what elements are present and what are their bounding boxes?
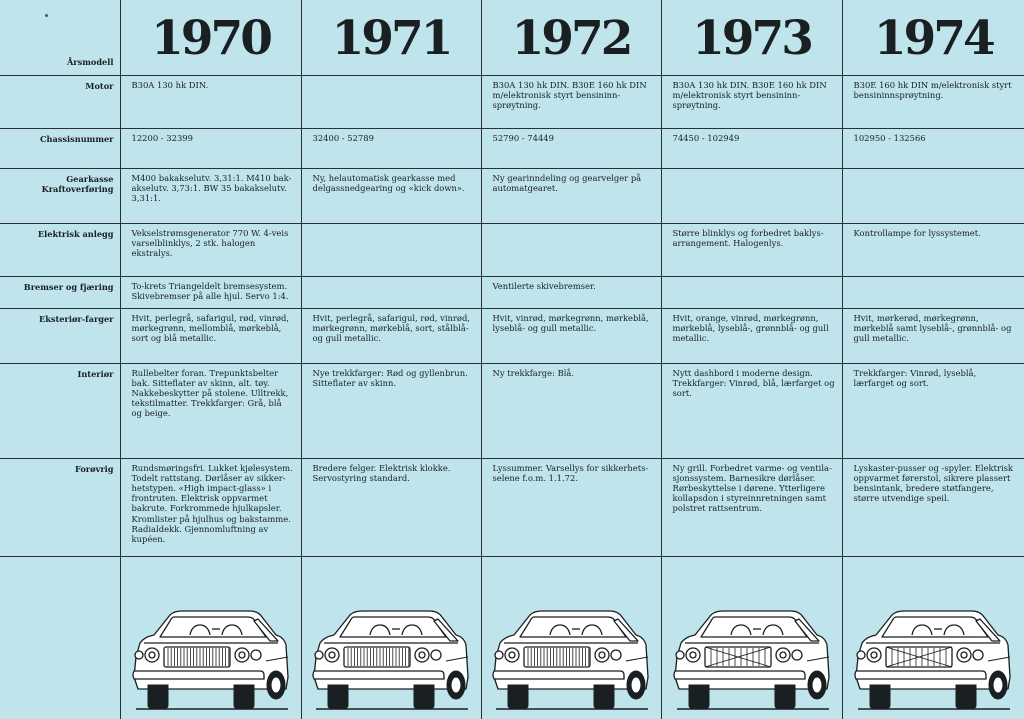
row-label-motor: Motor bbox=[0, 75, 120, 128]
cell-gearkasse-1972: Ny gearinndeling og gearvelger på automatgearet. bbox=[481, 168, 661, 223]
cell-interior-1973: Nytt dashbord i moderne design. Trekkfarger: Vinrød, blå, lærfarget og sort. bbox=[661, 363, 842, 458]
cell-gearkasse-1973 bbox=[661, 168, 842, 223]
row-elektrisk bbox=[0, 223, 1024, 276]
cell-bremser-1971 bbox=[301, 276, 481, 308]
row-label-elektrisk: Elektrisk anlegg bbox=[0, 223, 120, 276]
car-cell-1974 bbox=[842, 556, 1024, 719]
cell-chassis-1972: 52790 - 74449 bbox=[481, 128, 661, 168]
row-interior bbox=[0, 363, 1024, 458]
row-label-forovrig: Forøvrig bbox=[0, 458, 120, 556]
cell-interior-1974: Trekkfarger: Vinrød, lyseblå, lærfarget og sort. bbox=[842, 363, 1024, 458]
car-cell-1973 bbox=[661, 556, 842, 719]
cell-eksterior-1971: Hvit, perlegrå, safarigul, rød, vinrød, mørkegrønn, mørkeblå, sort, stålblå-og gull metallic. bbox=[301, 308, 481, 363]
cell-chassis-1973: 74450 - 102949 bbox=[661, 128, 842, 168]
cell-motor-1973: B30A 130 hk DIN. B30E 160 hk DIN m/elektronisk styrt bensininn-sprøytning. bbox=[661, 75, 842, 128]
row-bremser bbox=[0, 276, 1024, 308]
car-cell-1971 bbox=[301, 556, 481, 719]
cell-eksterior-1972: Hvit, vinrød, mørkegrønn, mørkeblå, lyseblå- og gull metallic. bbox=[481, 308, 661, 363]
cell-forovrig-1971: Bredere felger. Elektrisk klokke. Servostyring standard. bbox=[301, 458, 481, 556]
row-label-bremser: Bremser og fjæring bbox=[0, 276, 120, 308]
row-motor bbox=[0, 75, 1024, 128]
cell-bremser-1973 bbox=[661, 276, 842, 308]
cell-interior-1971: Nye trekkfarger: Rød og gyllenbrun. Sitteflater av skinn. bbox=[301, 363, 481, 458]
row-gearkasse bbox=[0, 168, 1024, 223]
cell-gearkasse-1970: M400 bakakselutv. 3,31:1. M410 bak-akselutv. 3,73:1. BW 35 bakakselutv. 3,31:1. bbox=[120, 168, 301, 223]
cell-forovrig-1973: Ny grill. Forbedret varme- og ventila-sjonssystem. Barnesikre dørlåser. Rørbeskyttelse i dørene. Ytterligere kollapsdon i styreinnretningen samt polstret rattsentrum. bbox=[661, 458, 842, 556]
cell-bremser-1972: Ventilerte skivebremser. bbox=[481, 276, 661, 308]
row-label-eksterior: Eksteriør-farger bbox=[0, 308, 120, 363]
cell-chassis-1974: 102950 - 132566 bbox=[842, 128, 1024, 168]
row-label-interior: Interiør bbox=[0, 363, 120, 458]
cell-gearkasse-1974 bbox=[842, 168, 1024, 223]
row-eksterior bbox=[0, 308, 1024, 363]
cell-motor-1971 bbox=[301, 75, 481, 128]
cell-forovrig-1972: Lyssummer. Varsellys for sikkerhets-selene f.o.m. 1.1.72. bbox=[481, 458, 661, 556]
car-illustration-1974 bbox=[852, 605, 1014, 713]
cell-elektrisk-1974: Kontrollampe for lyssystemet. bbox=[842, 223, 1024, 276]
car-illustration-1973 bbox=[671, 605, 833, 713]
car-illustration-1972 bbox=[490, 605, 652, 713]
car-cell-1970 bbox=[120, 556, 301, 719]
row-label-arsmodell: Årsmodell bbox=[0, 0, 120, 75]
year-1971: 1971 bbox=[301, 0, 481, 75]
cell-eksterior-1973: Hvit, orange, vinrød, mørkegrønn, mørkeblå, lyseblå-, grønnblå- og gull metallic. bbox=[661, 308, 842, 363]
cell-interior-1970: Rullebelter foran. Trepunktsbelter bak. Sitteflater av skinn, alt. tøy. Nakkebeskytter på stolene. Ulltrekk, tekstilmatter. Trekkfarger: Grå, blå og beige. bbox=[120, 363, 301, 458]
cell-interior-1972: Ny trekkfarge: Blå. bbox=[481, 363, 661, 458]
cell-motor-1974: B30E 160 hk DIN m/elektronisk styrt bensininnsprøytning. bbox=[842, 75, 1024, 128]
year-1972: 1972 bbox=[481, 0, 661, 75]
year-1973: 1973 bbox=[661, 0, 842, 75]
row-illustrations bbox=[0, 556, 1024, 719]
cell-eksterior-1974: Hvit, mørkerød, mørkegrønn, mørkeblå samt lyseblå-, grønnblå- og gull metallic. bbox=[842, 308, 1024, 363]
year-1974: 1974 bbox=[842, 0, 1024, 75]
row-label-gearkasse: Gearkasse Kraftoverføring bbox=[0, 168, 120, 223]
cell-elektrisk-1971 bbox=[301, 223, 481, 276]
car-illustration-1971 bbox=[310, 605, 472, 713]
cell-bremser-1974 bbox=[842, 276, 1024, 308]
car-cell-1972 bbox=[481, 556, 661, 719]
row-label-chassisnummer: Chassisnummer bbox=[0, 128, 120, 168]
car-illustration-1970 bbox=[130, 605, 292, 713]
cell-forovrig-1974: Lyskaster-pusser og -spyler. Elektrisk oppvarmet førerstol, sikrere plassert bensintank, bredere støtfangere, større utvendige speil. bbox=[842, 458, 1024, 556]
cell-forovrig-1970: Rundsmøringsfri. Lukket kjølesystem. Todelt rattstang. Dørlåser av sikker-hetstypen. «High impact-glass» i frontruten. Elektrisk oppvarmet bakrute. Forkrommede hjulkapsler. Kromlister på hjulhus og bakstamme. Radialdekk. Gjennomluftning av kupéen. bbox=[120, 458, 301, 556]
cell-bremser-1970: To-krets Triangeldelt bremsesystem. Skivebremser på alle hjul. Servo 1:4. bbox=[120, 276, 301, 308]
cell-elektrisk-1973: Større blinklys og forbedret baklys-arrangement. Halogenlys. bbox=[661, 223, 842, 276]
cell-motor-1970: B30A 130 hk DIN. bbox=[120, 75, 301, 128]
cell-elektrisk-1970: Vekselstrømsgenerator 770 W. 4-veis varselblinklys, 2 stk. halogen ekstralys. bbox=[120, 223, 301, 276]
cell-elektrisk-1972 bbox=[481, 223, 661, 276]
header-row bbox=[0, 0, 1024, 75]
cell-chassis-1970: 12200 - 32399 bbox=[120, 128, 301, 168]
year-1970: 1970 bbox=[120, 0, 301, 75]
cell-chassis-1971: 32400 - 52789 bbox=[301, 128, 481, 168]
cell-gearkasse-1971: Ny, helautomatisk gearkasse med delgassnedgearing og «kick down». bbox=[301, 168, 481, 223]
illustration-label-cell bbox=[0, 556, 120, 719]
cell-motor-1972: B30A 130 hk DIN. B30E 160 hk DIN m/elektronisk styrt bensininn-sprøytning. bbox=[481, 75, 661, 128]
row-chassis bbox=[0, 128, 1024, 168]
cell-eksterior-1970: Hvit, perlegrå, safarigul, rød, vinrød, mørkegrønn, mellomblå, mørkeblå, sort og blå metallic. bbox=[120, 308, 301, 363]
row-forovrig bbox=[0, 458, 1024, 556]
